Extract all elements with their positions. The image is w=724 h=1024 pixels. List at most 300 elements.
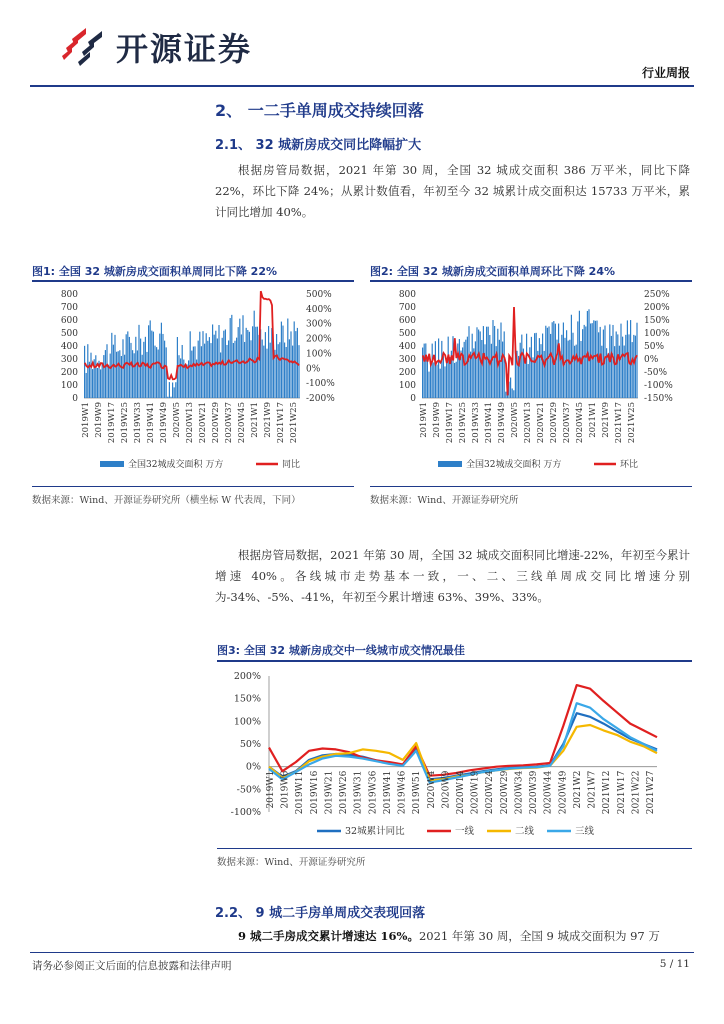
volume-bar <box>435 341 436 398</box>
left-axis-tick-label: 700 <box>398 303 416 313</box>
x-axis-tick-label: 2019W16 <box>309 770 320 815</box>
volume-bar <box>239 319 240 398</box>
paragraph-2: 根据房管局数据，2021 年第 30 周，全国 32 城成交面积同比增速-22%，年初至今累计增速 40%。各线城市走势基本一致，一、二、三线单周成交同比增速分别为-34%、-5%、-41%，年初至今累计增速 63%、39%、33%。 <box>215 548 690 604</box>
volume-bar <box>244 342 245 398</box>
volume-bar <box>287 319 288 398</box>
x-axis-tick-label: 2021W9 <box>601 402 611 438</box>
volume-bar <box>635 336 636 398</box>
legend-label-line: 同比 <box>282 460 301 470</box>
left-axis-tick-label: 500 <box>60 329 78 339</box>
volume-bar <box>539 338 540 398</box>
volume-bar <box>550 334 551 398</box>
volume-bar <box>206 333 207 398</box>
footer-divider <box>30 952 694 953</box>
volume-bar <box>448 337 449 398</box>
volume-bar <box>175 382 176 398</box>
volume-bar <box>130 343 131 398</box>
x-axis-tick-label: 2020W34 <box>514 770 525 815</box>
volume-bar <box>505 392 506 398</box>
volume-bar <box>236 338 237 398</box>
volume-bar <box>294 321 295 398</box>
volume-bar <box>218 325 219 398</box>
volume-bar <box>520 343 521 398</box>
right-axis-tick-label: -200% <box>306 394 335 404</box>
volume-bar <box>579 311 580 398</box>
volume-bar <box>593 320 594 398</box>
company-logo-icon <box>60 26 104 66</box>
volume-bar <box>242 315 243 398</box>
volume-bar <box>424 344 425 398</box>
volume-bar <box>222 338 223 398</box>
left-axis-tick-label: 300 <box>398 355 416 365</box>
volume-bar <box>268 326 269 398</box>
section-2-2-lead <box>238 928 660 944</box>
right-axis-tick-label: 200% <box>644 303 670 313</box>
x-axis-tick-label: 2020W19 <box>470 770 481 815</box>
y-axis-tick-label: 0% <box>245 761 261 773</box>
volume-bar <box>134 353 135 398</box>
volume-bar <box>504 331 505 398</box>
volume-bar <box>278 344 279 398</box>
volume-bar <box>480 331 481 398</box>
volume-bar <box>614 346 615 398</box>
x-axis-tick-label: 2021W9 <box>263 402 273 438</box>
volume-bar <box>262 340 263 398</box>
volume-bar <box>119 350 120 398</box>
page-number: 5 / 11 <box>659 958 690 970</box>
fig3-title: 图3: 全国 32 城新房成交中一线城市成交情况最佳 <box>217 644 465 657</box>
volume-bar <box>633 335 634 398</box>
volume-bar <box>584 325 585 398</box>
volume-bar <box>230 318 231 398</box>
volume-bar <box>194 346 195 398</box>
volume-bar <box>528 364 529 398</box>
x-axis-tick-label: 2019W36 <box>368 770 379 815</box>
volume-bar <box>547 328 548 398</box>
x-axis-tick-label: 2020W39 <box>529 770 540 815</box>
left-axis-tick-label: 700 <box>60 303 78 313</box>
y-axis-tick-label: -50% <box>236 784 261 796</box>
left-axis-tick-label: 200 <box>60 368 78 378</box>
x-axis-tick-label: 2021W17 <box>614 402 624 444</box>
x-axis-tick-label: 2021W25 <box>289 402 299 444</box>
volume-bar <box>628 334 629 398</box>
x-axis-tick-label: 2021W1 <box>250 402 260 438</box>
volume-bar <box>118 351 119 398</box>
volume-bar <box>191 351 192 398</box>
volume-bar <box>481 340 482 398</box>
volume-bar <box>558 324 559 398</box>
x-axis-tick-label: 2019W25 <box>120 402 130 444</box>
x-axis-tick-label: 2019W9 <box>432 402 442 438</box>
x-axis-tick-label: 2021W2 <box>572 770 583 809</box>
section-2-1-title: 2.1、 32 城新房成交同比降幅扩大 <box>215 138 422 153</box>
volume-bar <box>282 326 283 398</box>
y-axis-tick-label: 200% <box>233 671 261 682</box>
volume-bar <box>486 327 487 398</box>
volume-bar <box>103 355 104 398</box>
x-axis-tick-label: 2021W27 <box>646 770 656 815</box>
fig1-chart <box>32 284 354 484</box>
volume-bar <box>502 342 503 398</box>
x-axis-tick-label: 2019W33 <box>133 402 143 444</box>
volume-bar <box>472 334 473 398</box>
left-axis-tick-label: 0 <box>72 394 78 404</box>
fig3-bottom-rule <box>217 848 692 849</box>
volume-bar <box>595 321 596 398</box>
x-axis-tick-label: 2019W1 <box>266 770 276 809</box>
volume-bar <box>601 346 602 398</box>
volume-bar <box>108 365 109 398</box>
volume-bar <box>459 339 460 398</box>
right-axis-tick-label: 250% <box>644 290 670 300</box>
volume-bar <box>100 369 101 398</box>
y-axis-tick-label: 50% <box>239 739 261 750</box>
volume-bar <box>138 325 139 398</box>
volume-bar <box>228 340 229 398</box>
x-axis-tick-label: 2021W25 <box>627 402 637 444</box>
x-axis-tick-label: 2019W31 <box>353 770 364 815</box>
right-axis-tick-label: 300% <box>306 319 332 330</box>
right-axis-tick-label: 200% <box>306 334 332 345</box>
volume-bar <box>231 315 232 398</box>
x-axis-tick-label: 2019W26 <box>339 770 350 815</box>
right-axis-tick-label: -50% <box>644 368 668 378</box>
volume-bar <box>454 363 455 398</box>
volume-bar <box>276 334 277 398</box>
x-axis-tick-label: 2020W45 <box>575 402 585 444</box>
volume-bar <box>87 344 88 398</box>
volume-bar <box>432 344 433 398</box>
volume-bar <box>121 356 122 398</box>
volume-bar <box>174 387 175 398</box>
volume-bar <box>169 382 170 398</box>
volume-bar <box>491 344 492 398</box>
volume-bar <box>164 341 165 398</box>
legend-label-bar: 全国32城成交面积 万方 <box>128 460 224 470</box>
volume-bar <box>598 332 599 398</box>
legend-swatch-bar <box>100 461 124 467</box>
left-axis-tick-label: 400 <box>60 342 78 352</box>
volume-bar <box>86 373 87 398</box>
volume-bar <box>142 355 143 398</box>
volume-bar <box>576 345 577 398</box>
volume-bar <box>182 345 183 398</box>
x-axis-tick-label: 2021W22 <box>631 770 642 815</box>
left-axis-tick-label: 800 <box>398 290 416 300</box>
volume-bar <box>428 372 429 398</box>
x-axis-tick-label: 2019W17 <box>445 402 455 444</box>
x-axis-tick-label: 2020W24 <box>485 770 496 815</box>
volume-bar <box>286 347 287 398</box>
volume-bar <box>620 324 621 398</box>
volume-bar <box>289 339 290 398</box>
volume-bar <box>201 346 202 398</box>
x-axis-tick-label: 2021W1 <box>588 402 598 438</box>
volume-bar <box>540 344 541 398</box>
volume-bar <box>84 346 85 398</box>
left-axis-tick-label: 400 <box>398 342 416 352</box>
volume-bar <box>92 369 93 398</box>
volume-bar <box>247 330 248 398</box>
x-axis-tick-label: 2021W7 <box>587 770 598 809</box>
legend-label-1: 32城累计同比 <box>345 826 405 837</box>
x-axis-tick-label: 2019W49 <box>159 402 169 444</box>
fig1-bottom-rule <box>32 486 354 487</box>
volume-bar <box>608 353 609 398</box>
x-axis-tick-label: 2021W17 <box>616 770 627 815</box>
right-axis-tick-label: 100% <box>306 349 332 360</box>
series-line-2 <box>269 685 657 776</box>
x-axis-tick-label: 2019W25 <box>458 402 468 444</box>
volume-bar <box>266 349 267 398</box>
volume-bar <box>250 340 251 398</box>
volume-bar <box>105 350 106 398</box>
right-axis-tick-label: 500% <box>306 290 332 300</box>
volume-bar <box>588 309 589 398</box>
fig1-top-rule <box>32 280 354 282</box>
right-axis-tick-label: 400% <box>306 304 332 315</box>
volume-bar <box>425 343 426 398</box>
volume-bar <box>464 342 465 398</box>
volume-bar <box>210 343 211 398</box>
volume-bar <box>534 333 535 398</box>
x-axis-tick-label: 2020W37 <box>224 402 234 444</box>
volume-bar <box>233 343 234 398</box>
volume-bar <box>566 330 567 398</box>
x-axis-tick-label: 2021W17 <box>276 402 286 444</box>
volume-bar <box>542 334 543 398</box>
volume-bar <box>529 347 530 398</box>
volume-bar <box>438 338 439 398</box>
fig2-top-rule <box>370 280 692 282</box>
volume-bar <box>585 326 586 398</box>
volume-bar <box>526 334 527 398</box>
x-axis-tick-label: 2020W4 <box>426 770 437 809</box>
volume-bar <box>440 369 441 398</box>
report-type: 行业周报 <box>641 66 690 80</box>
volume-bar <box>257 327 258 398</box>
volume-bar <box>90 353 91 398</box>
section-2-title: 2、 一二手单周成交持续回落 <box>215 101 424 120</box>
volume-bar <box>102 363 103 398</box>
volume-bar <box>198 341 199 398</box>
volume-bar <box>571 315 572 398</box>
volume-bar <box>137 350 138 398</box>
volume-bar <box>226 345 227 398</box>
x-axis-tick-label: 2019W1 <box>81 402 91 438</box>
volume-bar <box>148 325 149 398</box>
volume-bar <box>467 337 468 398</box>
x-axis-tick-label: 2019W17 <box>107 402 117 444</box>
volume-bar <box>427 357 428 398</box>
volume-bar <box>436 365 437 398</box>
volume-bar <box>632 342 633 398</box>
x-axis-tick-label: 2020W29 <box>211 402 221 444</box>
x-axis-tick-label: 2019W41 <box>382 770 393 815</box>
volume-bar <box>568 341 569 398</box>
section-2-2-lead-bold: 9 城二手房成交累计增速达 16%。 <box>238 929 419 943</box>
x-axis-tick-label: 2019W21 <box>324 770 335 815</box>
volume-bar <box>178 355 179 398</box>
volume-bar <box>295 331 296 398</box>
volume-bar <box>252 326 253 398</box>
volume-bar <box>158 350 159 398</box>
volume-bar <box>254 311 255 398</box>
x-axis-tick-label: 2019W1 <box>419 402 429 438</box>
volume-bar <box>564 338 565 398</box>
volume-bar <box>116 352 117 398</box>
volume-bar <box>214 335 215 398</box>
volume-bar <box>106 344 107 398</box>
volume-bar <box>478 330 479 398</box>
left-axis-tick-label: 600 <box>60 316 78 326</box>
right-axis-tick-label: -100% <box>306 379 335 390</box>
volume-bar <box>572 333 573 398</box>
x-axis-tick-label: 2019W51 <box>412 770 423 815</box>
legend-swatch-bar <box>438 461 462 467</box>
fig1-title: 图1: 全国 32 城新房成交面积单周同比下降 22% <box>32 265 278 278</box>
volume-bar <box>499 340 500 398</box>
x-axis-tick-label: 2020W5 <box>172 402 182 438</box>
right-axis-tick-label: 0% <box>306 364 321 375</box>
volume-bar <box>494 326 495 398</box>
volume-bar <box>143 342 144 398</box>
volume-bar <box>161 323 162 398</box>
x-axis-tick-label: 2019W46 <box>397 770 408 815</box>
volume-bar <box>619 346 620 398</box>
x-axis-tick-label: 2019W49 <box>497 402 507 444</box>
fig3-top-rule <box>217 660 692 662</box>
x-axis-tick-label: 2020W5 <box>510 402 520 438</box>
footer-disclaimer: 请务必参阅正文后面的信息披露和法律声明 <box>32 960 232 972</box>
volume-bar <box>207 341 208 398</box>
volume-bar <box>456 362 457 398</box>
right-axis-tick-label: 100% <box>644 329 670 339</box>
volume-bar <box>441 341 442 398</box>
y-axis-tick-label: 100% <box>233 716 261 728</box>
legend-label-3: 二线 <box>515 826 535 837</box>
y-axis-tick-label: 150% <box>233 693 261 705</box>
volume-bar <box>521 335 522 398</box>
volume-bar <box>617 334 618 398</box>
volume-bar <box>512 388 513 398</box>
volume-bar <box>444 366 445 398</box>
left-axis-tick-label: 300 <box>60 355 78 365</box>
volume-bar <box>510 378 511 398</box>
volume-bar <box>95 355 96 398</box>
volume-bar <box>536 333 537 398</box>
volume-bar <box>186 365 187 398</box>
volume-bar <box>580 341 581 398</box>
fig2-chart <box>370 284 692 484</box>
volume-bar <box>172 382 173 398</box>
volume-bar <box>476 327 477 398</box>
fig2-bottom-rule <box>370 486 692 487</box>
volume-bar <box>212 324 213 398</box>
volume-bar <box>433 362 434 398</box>
x-axis-tick-label: 2019W33 <box>471 402 481 444</box>
volume-bar <box>156 347 157 398</box>
volume-bar <box>234 341 235 398</box>
x-axis-tick-label: 2020W49 <box>558 770 569 815</box>
x-axis-tick-label: 2020W37 <box>562 402 572 444</box>
volume-bar <box>443 356 444 398</box>
volume-bar <box>241 334 242 398</box>
volume-bar <box>532 357 533 398</box>
volume-bar <box>150 320 151 398</box>
x-axis-tick-label: 2020W13 <box>185 402 195 444</box>
fig3-source: 数据来源：Wind、开源证券研究所 <box>217 857 366 868</box>
series-line-1 <box>269 713 657 779</box>
legend-label-line: 环比 <box>620 460 639 470</box>
volume-bar <box>270 343 271 398</box>
volume-bar <box>249 332 250 398</box>
x-axis-tick-label: 2019W41 <box>484 402 494 444</box>
paragraph-1: 根据房管局数据，2021 年第 30 周，全国 32 城成交面积 386 万平米，同比下降 22%，环比下降 24%；从累计数值看，年初至今 32 城累计成交面积达 15733 万平米，累计同比增加 40%。 <box>215 163 690 219</box>
volume-bar <box>124 355 125 398</box>
volume-bar <box>548 326 549 398</box>
volume-bar <box>145 337 146 398</box>
x-axis-tick-label: 2020W21 <box>198 402 208 444</box>
left-axis-tick-label: 600 <box>398 316 416 326</box>
left-axis-tick-label: 800 <box>60 290 78 300</box>
volume-bar <box>430 363 431 398</box>
x-axis-tick-label: 2020W45 <box>237 402 247 444</box>
x-axis-tick-label: 2020W21 <box>536 402 546 444</box>
x-axis-tick-label: 2020W13 <box>523 402 533 444</box>
volume-bar <box>524 358 525 398</box>
x-axis-tick-label: 2021W12 <box>602 770 613 815</box>
volume-bar <box>129 337 130 398</box>
volume-bar <box>625 335 626 398</box>
volume-bar <box>220 352 221 398</box>
left-axis-tick-label: 200 <box>398 368 416 378</box>
section-2-2-title: 2.2、 9 城二手房单周成交表现回落 <box>215 906 426 921</box>
x-axis-tick-label: 2020W44 <box>543 770 554 815</box>
volume-bar <box>468 326 469 398</box>
volume-bar <box>600 327 601 398</box>
volume-bar <box>167 397 168 398</box>
volume-bar <box>263 346 264 398</box>
left-axis-tick-label: 0 <box>410 394 416 404</box>
volume-bar <box>592 323 593 398</box>
left-axis-tick-label: 100 <box>60 381 78 391</box>
volume-bar <box>209 337 210 398</box>
volume-bar <box>630 320 631 398</box>
fig1-source: 数据来源：Wind、开源证券研究所（横坐标 W 代表周，下同） <box>32 495 301 506</box>
volume-bar <box>162 334 163 398</box>
volume-bar <box>475 341 476 398</box>
volume-bar <box>544 351 545 398</box>
right-axis-tick-label: -100% <box>644 381 673 391</box>
volume-bar <box>513 390 514 398</box>
header-divider <box>30 85 694 87</box>
volume-bar <box>298 345 299 398</box>
volume-bar <box>622 337 623 398</box>
volume-bar <box>170 397 171 398</box>
x-axis-tick-label: 2020W14 <box>456 770 466 815</box>
x-axis-tick-label: 2019W41 <box>146 402 156 444</box>
volume-bar <box>446 363 447 398</box>
fig3-chart <box>217 664 692 846</box>
fig2-title: 图2: 全国 32 城新房成交面积单周环比下降 24% <box>370 265 616 278</box>
volume-bar <box>422 348 423 398</box>
section-2-2-lead-text: 2021 年第 30 周，全国 9 城成交面积为 97 万 <box>418 929 660 943</box>
volume-bar <box>484 344 485 398</box>
fig2-source: 数据来源：Wind、开源证券研究所 <box>370 495 519 506</box>
volume-bar <box>279 342 280 398</box>
